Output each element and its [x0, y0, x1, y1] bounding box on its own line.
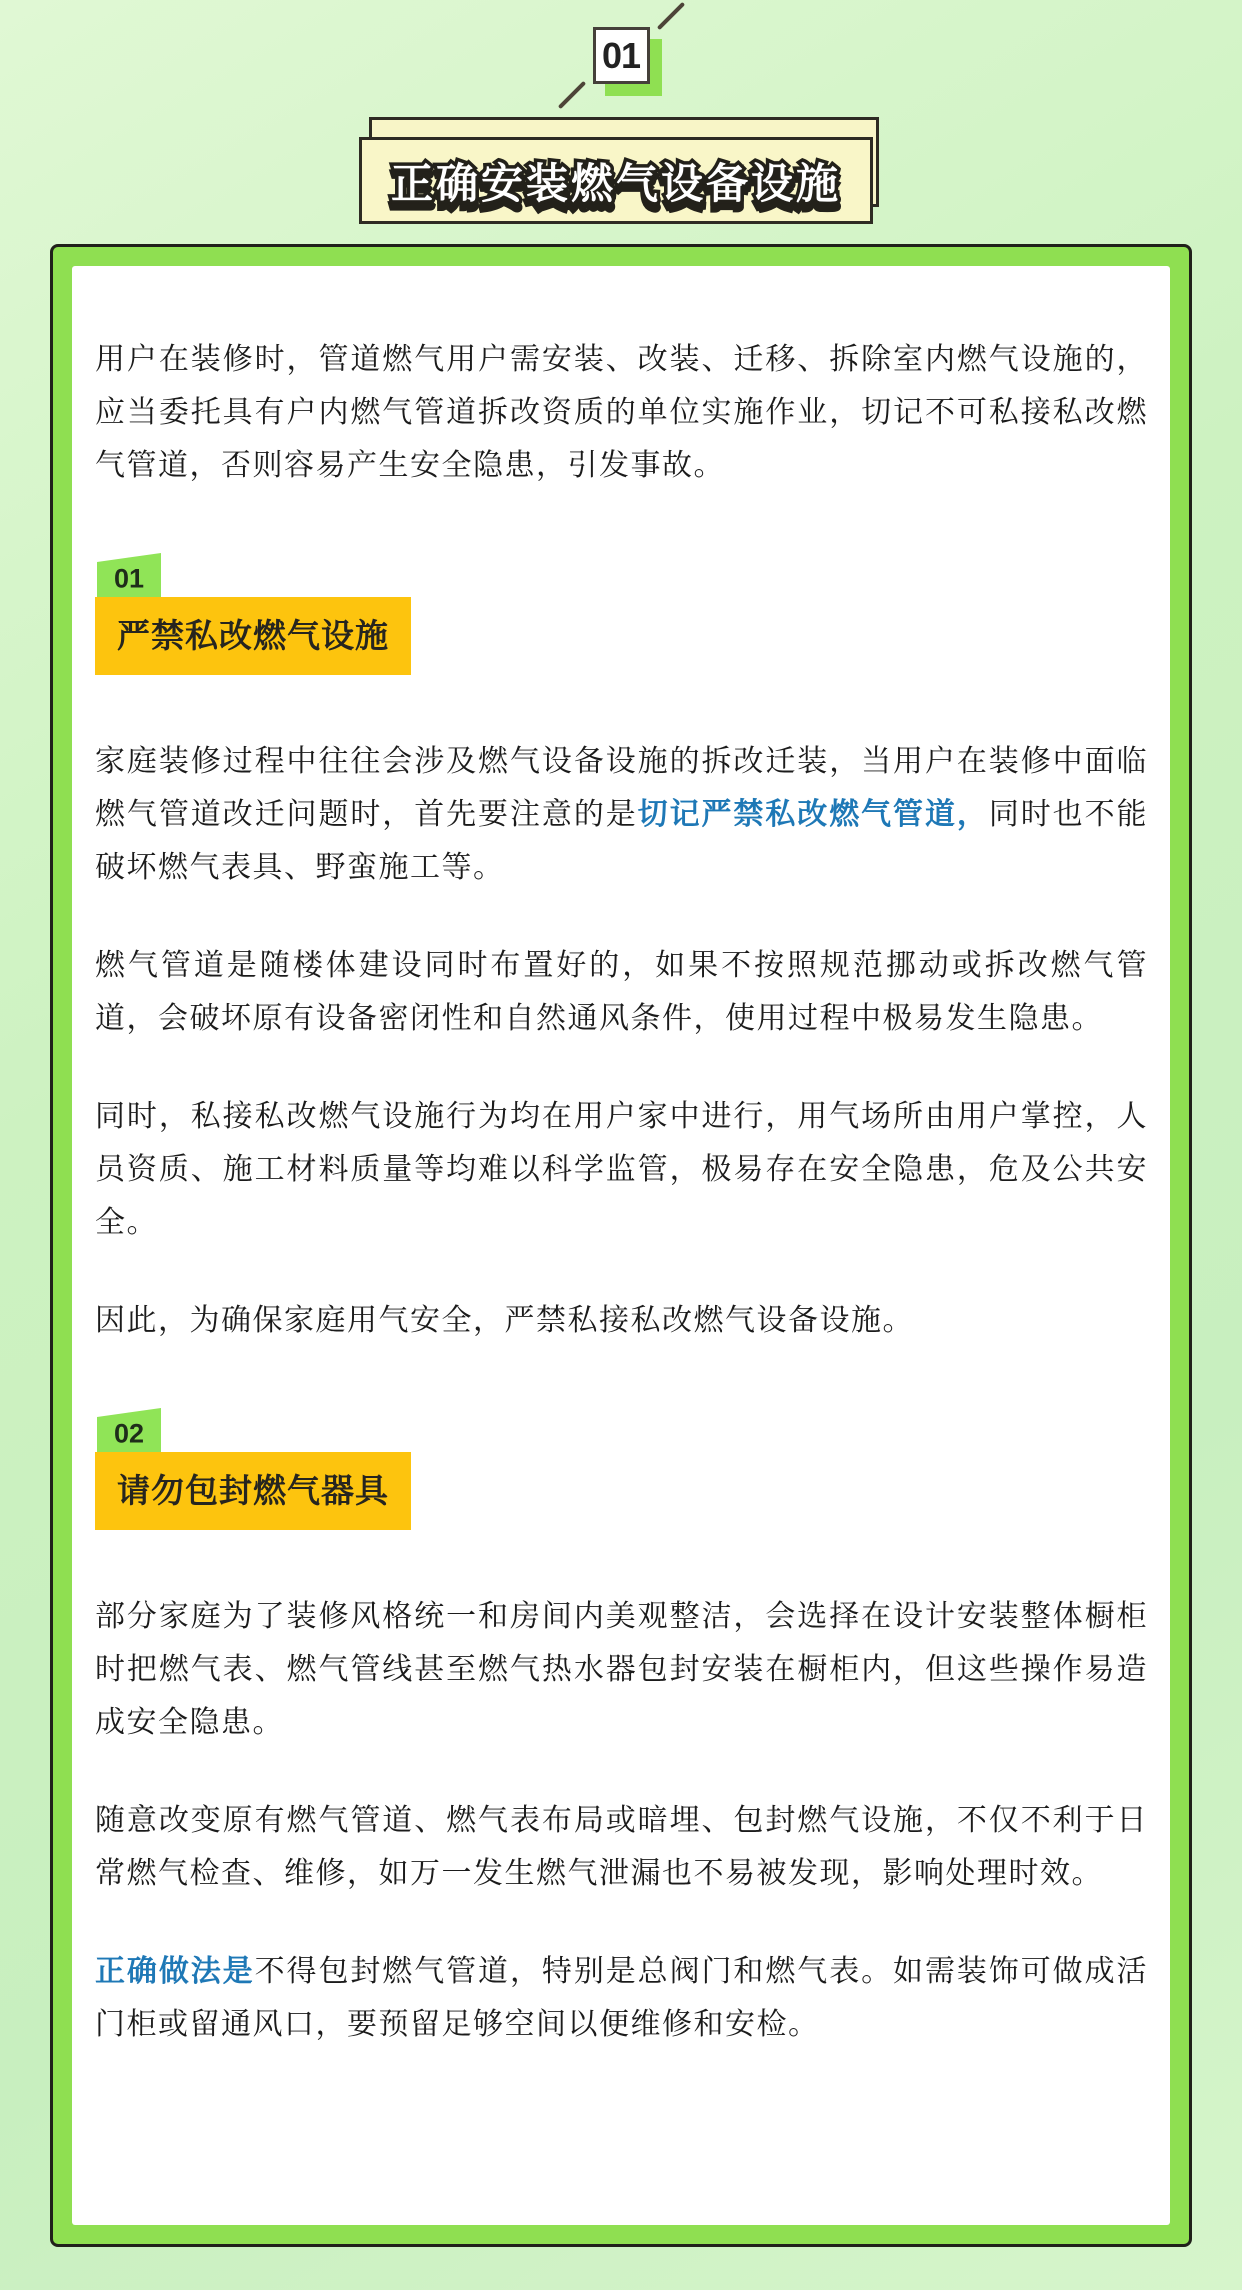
top-number-badge [593, 27, 650, 84]
section-1-title: 严禁私改燃气设施 [95, 597, 411, 675]
title-banner [359, 117, 883, 224]
section-2-number: 02 [113, 1418, 145, 1449]
section-1-header [95, 562, 1148, 675]
top-number-label: 01 [593, 27, 650, 84]
highlighted-text: 切记严禁私改燃气管道， [637, 798, 989, 831]
section-2-header [95, 1417, 1148, 1530]
paragraph [95, 1945, 1148, 2051]
content-card-inner [72, 266, 1170, 2225]
paragraph: 部分家庭为了装修风格统一和房间内美观整洁，会选择在设计安装整体橱柜时把燃气表、燃气管线甚至燃气热水器包封安装在橱柜内，但这些操作易造成安全隐患。 [95, 1600, 1148, 1739]
intro-paragraph: 用户在装修时，管道燃气用户需安装、改装、迁移、拆除室内燃气设施的，应当委托具有户内燃气管道拆改资质的单位实施作业，切记不可私接私改燃气管道，否则容易产生安全隐患，引发事故。 [95, 343, 1148, 482]
paragraph: 同时，私接私改燃气设施行为均在用户家中进行，用气场所由用户掌控，人员资质、施工材料质量等均难以科学监管，极易存在安全隐患，危及公共安全。 [95, 1100, 1148, 1239]
highlighted-text: 正确做法是 [95, 1955, 255, 1988]
page-title: 正确安装燃气设备设施 正确安装燃气设备设施 正确安装燃气设备设施 [391, 151, 841, 211]
section-1-number: 01 [113, 563, 145, 594]
paragraph [95, 735, 1148, 894]
diagonal-tick-icon [557, 81, 585, 109]
banner-front-layer [359, 137, 873, 224]
paragraph: 燃气管道是随楼体建设同时布置好的，如果不按照规范挪动或拆改燃气管道，会破坏原有设备密闭性和自然通风条件，使用过程中极易发生隐患。 [95, 949, 1148, 1035]
text-run: 家庭装修过程中往往会涉及燃气设备设施的拆改迁装，当用户在装修中面临燃气管道改迁问题时，首先要注意的是 [95, 745, 1148, 831]
diagonal-tick-icon [656, 2, 684, 30]
paragraph: 随意改变原有燃气管道、燃气表布局或暗埋、包封燃气设施，不仅不利于日常燃气检查、维修，如万一发生燃气泄漏也不易被发现，影响处理时效。 [95, 1804, 1148, 1890]
text-run: 不得包封燃气管道，特别是总阀门和燃气表。如需装饰可做成活门柜或留通风口，要预留足够空间以便维修和安检。 [95, 1955, 1148, 2041]
paragraph: 因此，为确保家庭用气安全，严禁私接私改燃气设备设施。 [95, 1304, 914, 1337]
section-2-title: 请勿包封燃气器具 [95, 1452, 411, 1530]
text-run: 同时也不能破坏燃气表具、野蛮施工等。 [95, 798, 1148, 884]
content-card [50, 244, 1192, 2247]
